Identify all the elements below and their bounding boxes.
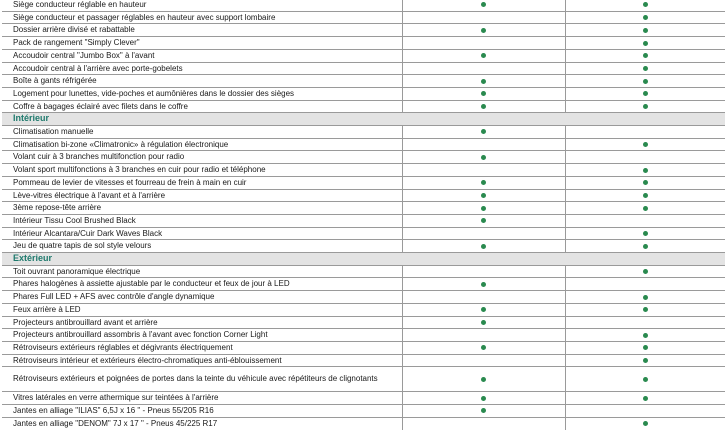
trim-2-cell [565, 62, 725, 75]
feature-label: Jantes en alliage "DENOM" 7J x 17 " - Pneus 45/225 R17 [2, 417, 402, 430]
included-dot-icon [481, 28, 486, 33]
trim-1-cell [402, 151, 565, 164]
feature-label: Toit ouvrant panoramique électrique [2, 265, 402, 278]
included-dot-icon [643, 333, 648, 338]
trim-1-cell [402, 392, 565, 405]
trim-1-cell [402, 189, 565, 202]
table-row [2, 126, 725, 139]
feature-label: Intérieur Tissu Cool Brushed Black [2, 214, 402, 227]
feature-label: Intérieur Alcantara/Cuir Dark Waves Black [2, 227, 402, 240]
included-dot-icon [643, 421, 648, 426]
table-row [2, 164, 725, 177]
trim-1-cell [402, 417, 565, 430]
trim-1-cell [402, 138, 565, 151]
table-row [2, 87, 725, 100]
trim-2-cell [565, 367, 725, 392]
trim-1-cell [402, 87, 565, 100]
feature-label: Volant cuir à 3 branches multifonction pour radio [2, 151, 402, 164]
feature-label: Projecteurs antibrouillard avant et arrière [2, 316, 402, 329]
table-row [2, 75, 725, 88]
table-row [2, 392, 725, 405]
included-dot-icon [481, 193, 486, 198]
trim-1-cell [402, 202, 565, 215]
included-dot-icon [643, 15, 648, 20]
table-row [2, 367, 725, 392]
included-dot-icon [643, 2, 648, 7]
table-row [2, 49, 725, 62]
trim-2-cell [565, 202, 725, 215]
included-dot-icon [481, 206, 486, 211]
included-dot-icon [643, 193, 648, 198]
trim-1-cell [402, 329, 565, 342]
table-row [2, 37, 725, 50]
feature-label: Pommeau de levier de vitesses et fourreau de frein à main en cuir [2, 176, 402, 189]
included-dot-icon [481, 218, 486, 223]
trim-2-cell [565, 100, 725, 113]
included-dot-icon [481, 244, 486, 249]
included-dot-icon [643, 180, 648, 185]
table-row [2, 138, 725, 151]
included-dot-icon [481, 408, 486, 413]
trim-2-cell [565, 291, 725, 304]
trim-1-cell [402, 278, 565, 291]
table-row [2, 303, 725, 316]
trim-2-cell [565, 265, 725, 278]
included-dot-icon [481, 282, 486, 287]
trim-2-cell [565, 392, 725, 405]
equipment-table [2, 0, 725, 430]
trim-2-cell [565, 316, 725, 329]
feature-label: Logement pour lunettes, vide-poches et aumônières dans le dossier des sièges [2, 87, 402, 100]
equipment-table-body [2, 0, 725, 430]
table-row [2, 100, 725, 113]
table-row [2, 62, 725, 75]
trim-1-cell [402, 49, 565, 62]
feature-label: Dossier arrière divisé et rabattable [2, 24, 402, 37]
trim-1-cell [402, 24, 565, 37]
included-dot-icon [643, 206, 648, 211]
feature-label: Projecteurs antibrouillard assombris à l'avant avec fonction Corner Light [2, 329, 402, 342]
trim-2-cell [565, 87, 725, 100]
included-dot-icon [481, 53, 486, 58]
table-row [2, 214, 725, 227]
feature-label: Siège conducteur réglable en hauteur [2, 0, 402, 11]
trim-1-cell [402, 227, 565, 240]
feature-label: Siège conducteur et passager réglables en hauteur avec support lombaire [2, 11, 402, 24]
feature-label: Accoudoir central "Jumbo Box" à l'avant [2, 49, 402, 62]
trim-2-cell [565, 37, 725, 50]
included-dot-icon [643, 358, 648, 363]
included-dot-icon [643, 295, 648, 300]
trim-2-cell [565, 354, 725, 367]
included-dot-icon [643, 41, 648, 46]
trim-1-cell [402, 354, 565, 367]
included-dot-icon [481, 2, 486, 7]
included-dot-icon [643, 91, 648, 96]
trim-2-cell [565, 303, 725, 316]
feature-label: Volant sport multifonctions à 3 branches en cuir pour radio et téléphone [2, 164, 402, 177]
included-dot-icon [643, 244, 648, 249]
feature-label: Rétroviseurs extérieurs et poignées de portes dans la teinte du véhicule avec répétiteurs de clignotants [2, 367, 402, 392]
trim-1-cell [402, 316, 565, 329]
feature-label: Jeu de quatre tapis de sol style velours [2, 240, 402, 253]
trim-2-cell [565, 24, 725, 37]
section-title: Extérieur [2, 253, 725, 266]
trim-2-cell [565, 0, 725, 11]
section-header [2, 113, 725, 126]
included-dot-icon [643, 396, 648, 401]
table-row [2, 176, 725, 189]
trim-1-cell [402, 0, 565, 11]
table-row [2, 265, 725, 278]
feature-label: Jantes en alliage "ILIAS" 6,5J x 16 " - Pneus 55/205 R16 [2, 405, 402, 418]
included-dot-icon [643, 104, 648, 109]
table-row [2, 329, 725, 342]
included-dot-icon [643, 307, 648, 312]
trim-1-cell [402, 164, 565, 177]
trim-1-cell [402, 11, 565, 24]
trim-1-cell [402, 62, 565, 75]
trim-2-cell [565, 405, 725, 418]
feature-label: Phares halogènes à assiette ajustable par le conducteur et feux de jour à LED [2, 278, 402, 291]
trim-1-cell [402, 367, 565, 392]
included-dot-icon [643, 377, 648, 382]
trim-2-cell [565, 189, 725, 202]
included-dot-icon [481, 180, 486, 185]
table-row [2, 240, 725, 253]
feature-label: Rétroviseurs intérieur et extérieurs électro-chromatiques anti-éblouissement [2, 354, 402, 367]
table-row [2, 189, 725, 202]
trim-1-cell [402, 341, 565, 354]
trim-2-cell [565, 49, 725, 62]
trim-2-cell [565, 329, 725, 342]
table-row [2, 316, 725, 329]
trim-2-cell [565, 176, 725, 189]
trim-1-cell [402, 291, 565, 304]
trim-2-cell [565, 214, 725, 227]
feature-label: Lève-vitres électrique à l'avant et à l'arrière [2, 189, 402, 202]
included-dot-icon [643, 66, 648, 71]
included-dot-icon [481, 396, 486, 401]
included-dot-icon [481, 377, 486, 382]
feature-label: Boîte à gants réfrigérée [2, 75, 402, 88]
included-dot-icon [481, 129, 486, 134]
trim-2-cell [565, 227, 725, 240]
trim-2-cell [565, 138, 725, 151]
trim-1-cell [402, 265, 565, 278]
feature-label: Climatisation manuelle [2, 126, 402, 139]
feature-label: Pack de rangement "Simply Clever" [2, 37, 402, 50]
included-dot-icon [643, 79, 648, 84]
included-dot-icon [643, 28, 648, 33]
table-row [2, 341, 725, 354]
table-row [2, 291, 725, 304]
feature-label: Climatisation bi-zone «Climatronic» à régulation électronique [2, 138, 402, 151]
included-dot-icon [481, 91, 486, 96]
feature-label: 3ème repose-tête arrière [2, 202, 402, 215]
trim-1-cell [402, 214, 565, 227]
table-row [2, 24, 725, 37]
included-dot-icon [643, 168, 648, 173]
trim-2-cell [565, 240, 725, 253]
table-row [2, 227, 725, 240]
trim-2-cell [565, 11, 725, 24]
included-dot-icon [643, 142, 648, 147]
feature-label: Feux arrière à LED [2, 303, 402, 316]
trim-2-cell [565, 341, 725, 354]
trim-1-cell [402, 126, 565, 139]
included-dot-icon [481, 345, 486, 350]
trim-1-cell [402, 176, 565, 189]
trim-2-cell [565, 417, 725, 430]
included-dot-icon [643, 53, 648, 58]
trim-1-cell [402, 100, 565, 113]
trim-2-cell [565, 151, 725, 164]
trim-1-cell [402, 75, 565, 88]
trim-1-cell [402, 37, 565, 50]
table-row [2, 0, 725, 11]
included-dot-icon [481, 320, 486, 325]
feature-label: Rétroviseurs extérieurs réglables et dégivrants électriquement [2, 341, 402, 354]
table-row [2, 278, 725, 291]
trim-2-cell [565, 126, 725, 139]
table-row [2, 417, 725, 430]
trim-2-cell [565, 278, 725, 291]
trim-1-cell [402, 303, 565, 316]
trim-2-cell [565, 75, 725, 88]
feature-label: Phares Full LED + AFS avec contrôle d'angle dynamique [2, 291, 402, 304]
included-dot-icon [643, 345, 648, 350]
table-row [2, 405, 725, 418]
included-dot-icon [643, 269, 648, 274]
feature-label: Accoudoir central à l'arrière avec porte-gobelets [2, 62, 402, 75]
table-row [2, 354, 725, 367]
section-title: Intérieur [2, 113, 725, 126]
table-row [2, 151, 725, 164]
section-header [2, 253, 725, 266]
feature-label: Vitres latérales en verre athermique sur teintées à l'arrière [2, 392, 402, 405]
included-dot-icon [481, 307, 486, 312]
trim-2-cell [565, 164, 725, 177]
trim-1-cell [402, 240, 565, 253]
table-row [2, 202, 725, 215]
feature-label: Coffre à bagages éclairé avec filets dans le coffre [2, 100, 402, 113]
table-row [2, 11, 725, 24]
included-dot-icon [481, 104, 486, 109]
trim-1-cell [402, 405, 565, 418]
included-dot-icon [481, 155, 486, 160]
included-dot-icon [481, 79, 486, 84]
included-dot-icon [643, 231, 648, 236]
